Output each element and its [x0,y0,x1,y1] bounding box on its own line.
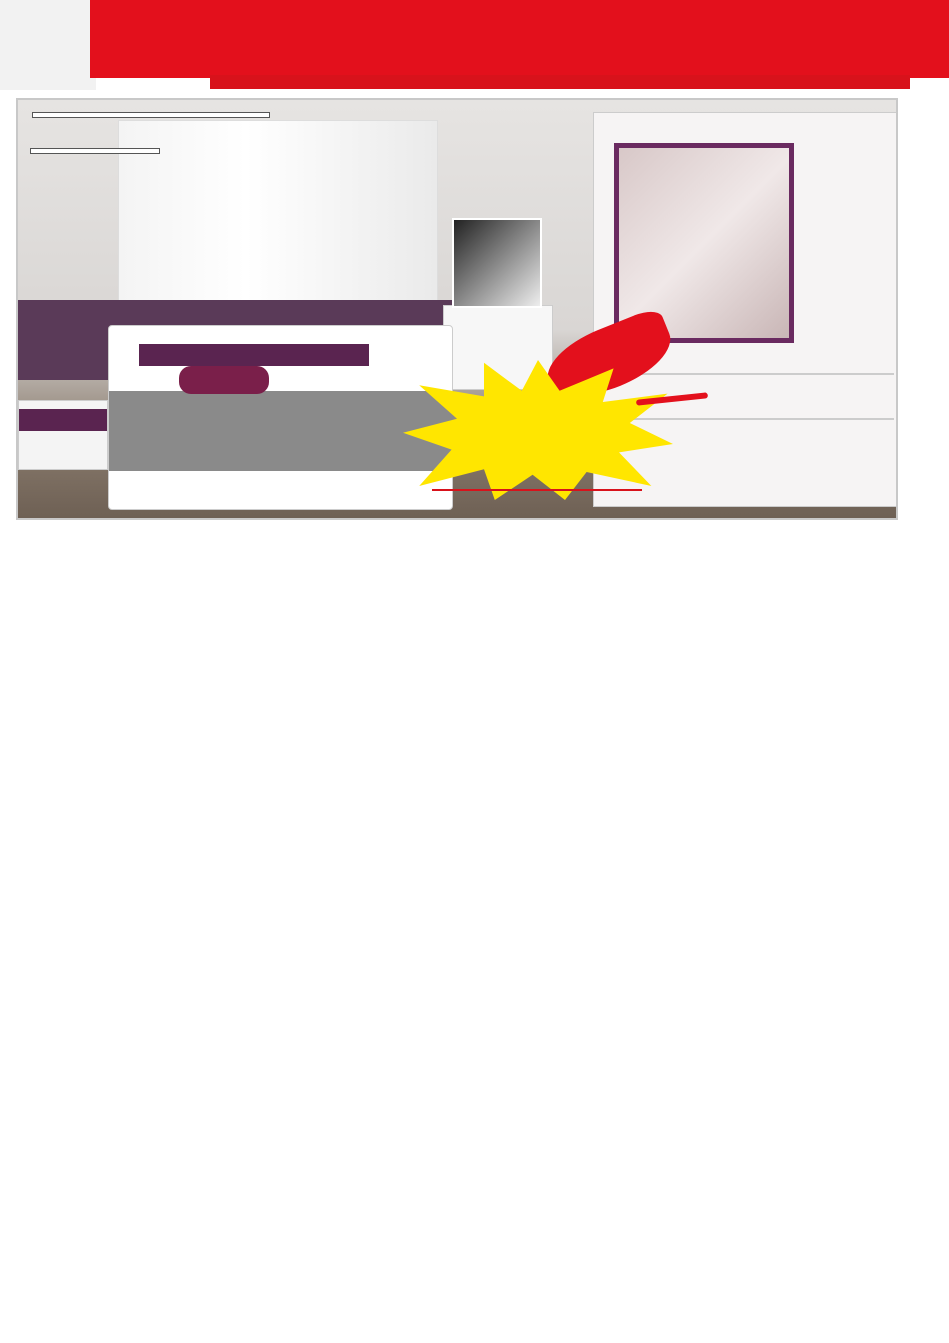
hero-bar [432,489,642,491]
choice-label [30,148,160,154]
nav-bar [210,75,910,89]
window-image [118,120,438,310]
program-label [32,112,270,118]
logo [0,0,96,90]
nightstand-left [18,400,108,470]
hero-panel [16,98,898,520]
header-banner [90,0,949,78]
bed-image [108,325,453,510]
picture-frame [452,218,542,308]
